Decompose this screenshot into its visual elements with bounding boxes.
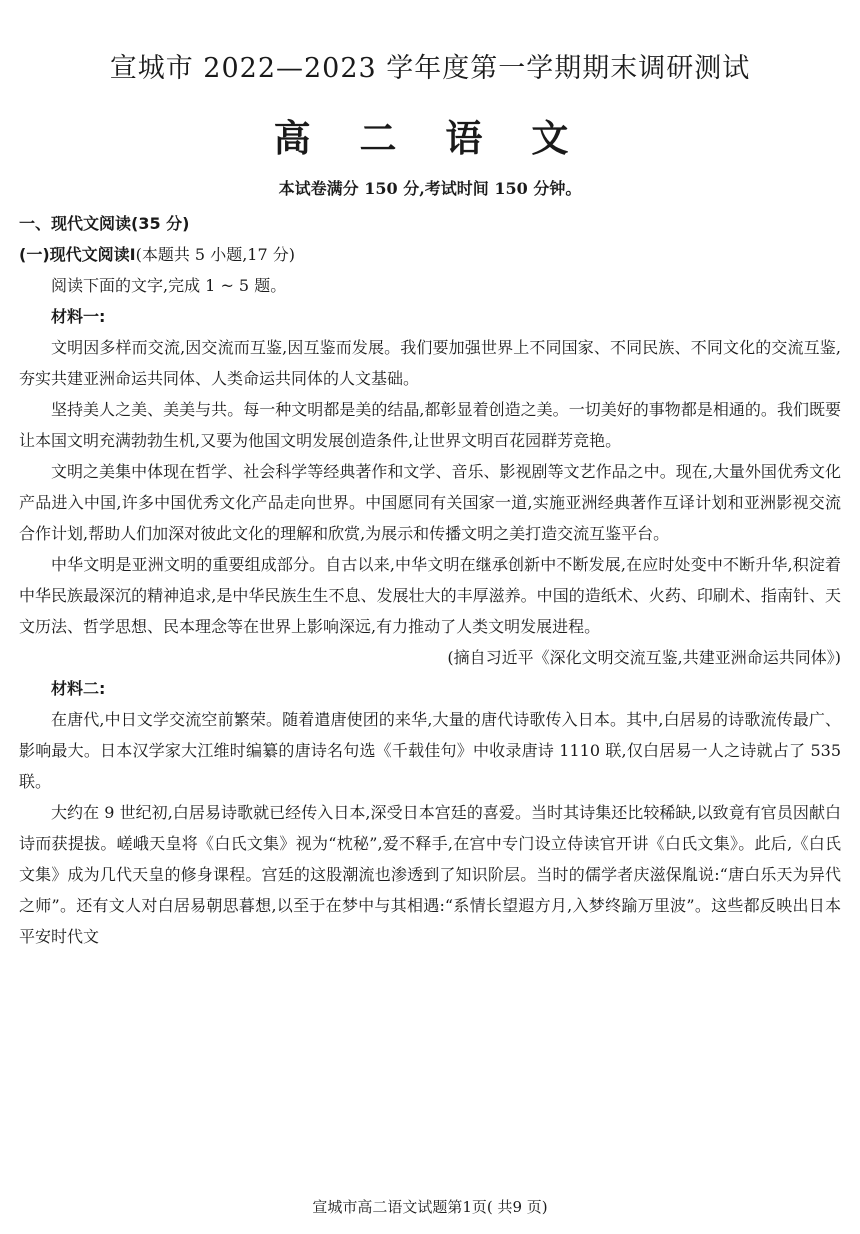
sub-section-detail: (本题共 5 小题,17 分) [135,245,295,264]
material-1-paragraph: 坚持美人之美、美美与共。每一种文明都是美的结晶,都彰显着创造之美。一切美好的事物都是相通的。我们既要让本国文明充满勃勃生机,又要为他国文明发展创造条件,让世界文明百花园群芳竞艳。 [19,400,841,450]
material-1-paragraph: 文明之美集中体现在哲学、社会科学等经典著作和文学、音乐、影视剧等文艺作品之中。现在,大量外国优秀文化产品进入中国,许多中国优秀文化产品走向世界。中国愿同有关国家一道,实施亚洲经典著作互译计划和亚洲影视交流合作计划,帮助人们加深对彼此文化的理解和欣赏,为展示和传播文明之美打造交流互鉴平台。 [19,462,841,543]
sub-section-heading [19,239,841,270]
reading-instruction: 阅读下面的文字,完成 1 ~ 5 题。 [51,276,287,295]
material-1-paragraph: 文明因多样而交流,因交流而互鉴,因互鉴而发展。我们要加强世界上不同国家、不同民族、不同文化的交流互鉴,夯实共建亚洲命运共同体、人类命运共同体的人文基础。 [19,338,841,388]
exam-title: 宣城市 2022—2023 学年度第一学期期末调研测试 [109,53,751,84]
material-1-label: 材料一: [51,307,106,326]
material-2-label: 材料二: [51,679,106,698]
subject-title: 高 二 语 文 [273,117,587,160]
material-2-paragraph: 大约在 9 世纪初,白居易诗歌就已经传入日本,深受日本宫廷的喜爱。当时其诗集还比较稀缺,以致竟有官员因献白诗而获提拔。嵯峨天皇将《白氏文集》视为“枕秘”,爱不释手,在宫中专门设立侍读官开讲《白氏文集》。此后,《白氏文集》成为几代天皇的修身课程。宫廷的这股潮流也渗透到了知识阶层。当时的儒学者庆滋保胤说:“唐白乐天为异代之师”。还有文人对白居易朝思暮想,以至于在梦中与其相遇:“系情长望遐方月,入梦终踰万里波”。这些都反映出日本平安时代文 [19,803,841,946]
material-1-source: (摘自习近平《深化文明交流互鉴,共建亚洲命运共同体》) [447,648,841,667]
material-2-paragraph: 在唐代,中日文学交流空前繁荣。随着遣唐使团的来华,大量的唐代诗歌传入日本。其中,白居易的诗歌流传最广、影响最大。日本汉学家大江维时编纂的唐诗名句选《千载佳句》中收录唐诗 1110 联,仅白居易一人之诗就占了 535 联。 [19,710,841,791]
sub-section-title: (一)现代文阅读Ⅰ [19,245,136,264]
exam-content [19,208,841,952]
material-1-paragraph: 中华文明是亚洲文明的重要组成部分。自古以来,中华文明在继承创新中不断发展,在应时处变中不断升华,积淀着中华民族最深沉的精神追求,是中华民族生生不息、发展壮大的丰厚滋养。中国的造纸术、火药、印刷术、指南针、天文历法、哲学思想、民本理念等在世界上影响深远,有力推动了人类文明发展进程。 [19,555,841,636]
exam-info: 本试卷满分 150 分,考试时间 150 分钟。 [278,179,582,198]
section-heading: 一、现代文阅读(35 分) [19,214,190,233]
page-footer: 宣城市高二语文试题第1页( 共9 页) [312,1198,548,1216]
